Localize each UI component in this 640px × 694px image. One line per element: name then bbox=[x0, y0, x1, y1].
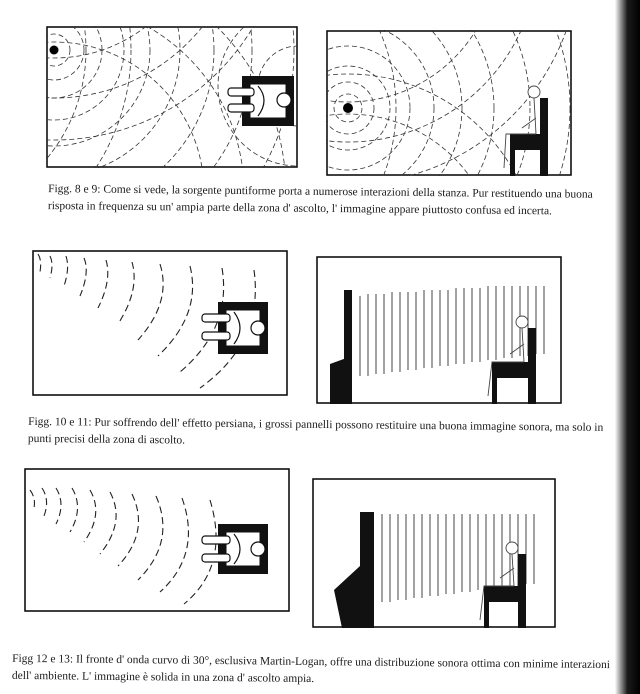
caption-figures-10-11: Figg. 10 e 11: Pur soffrendo dell' effetto persiana, i grossi pannelli possono restituire una buona immagine sonora, ma solo in punti precisi della zona di ascolto. bbox=[27, 415, 604, 447]
caption-figures-12-13: Figg 12 e 13: Il fronte d' onda curvo di 30°, esclusiva Martin-Logan, offre una distribuzione sonora ottima con minime interazioni dell' ambiente. L' immagine è solida in una zona d' ascolto ampia. bbox=[11, 652, 611, 686]
figure-10-panel-top-view bbox=[32, 250, 288, 396]
figure-9-point-source-side-view bbox=[326, 30, 572, 176]
figure-8-point-source-top-view bbox=[46, 26, 298, 168]
figure-12-curved-wavefront-top-view bbox=[24, 468, 290, 612]
caption-figures-8-9: Figg. 8 e 9: Come si vede, la sorgente puntiforme porta a numerose interazioni della stanza. Pur restituendo una buona risposta in frequenza su un' ampia parte della zona d' ascolto, l' immagine appare piuttosto confusa ed incerta. bbox=[47, 183, 593, 218]
figure-11-panel-side-view bbox=[316, 256, 562, 404]
figure-13-curved-wavefront-side-view bbox=[312, 478, 556, 628]
scan-page-edge bbox=[598, 0, 640, 694]
